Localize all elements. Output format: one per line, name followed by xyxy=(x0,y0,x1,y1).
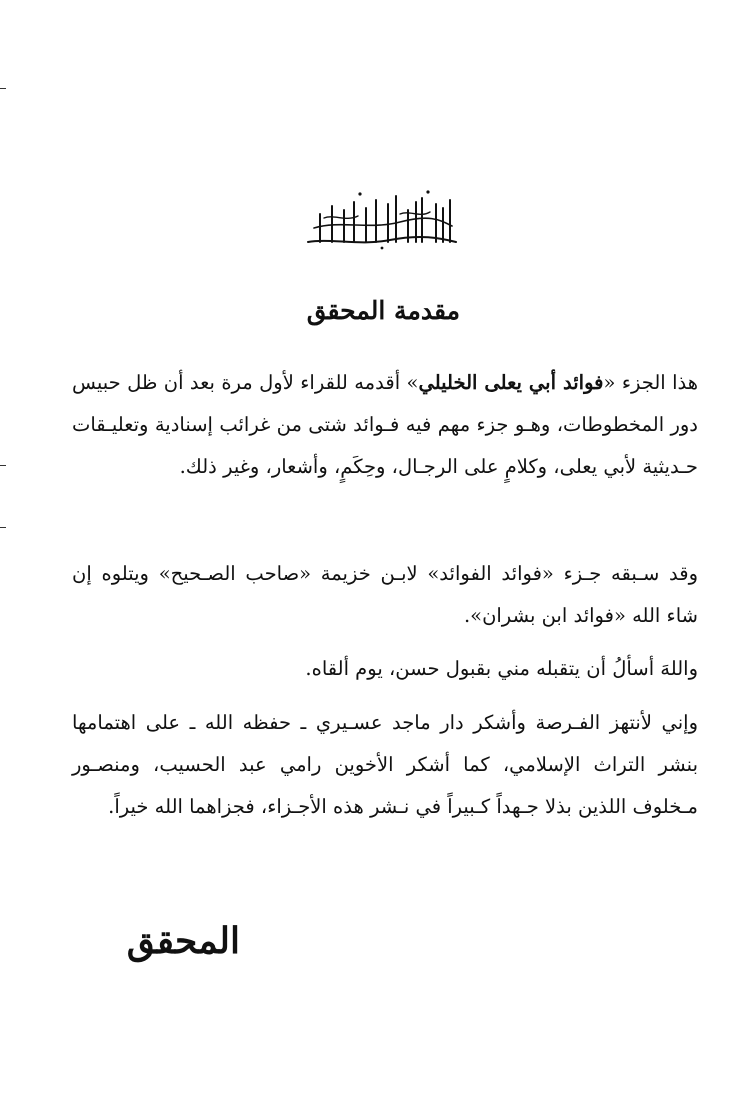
book-title: فوائد أبي يعلى الخليلي xyxy=(418,371,604,394)
paragraph-acknowledgements: وإني لأنتهز الفـرصة وأشكر دار ماجد عسـيري ـ حفظه الله ـ على اهتمامها بنشر التراث الإسلامي، كما أشكر الأخوين رامي عبد الحسيب، ومنصـور مـخلوف اللذين بذلا جـهداً كـبيراً في نـشر هذه الأجـزاء، فجزاهما الله خيراً. xyxy=(72,711,698,818)
paragraph-series: وقد سـبقه جـزء «فوائد الفوائد» لابـن خزيمة «صاحب الصـحيح» ويتلوه إن شاء الله «فوائد ابن بشران». xyxy=(72,562,698,627)
signature: المحقق xyxy=(126,920,240,962)
margin-tick xyxy=(0,88,6,89)
paragraph-text: » أقدمه للقراء لأول مرة بعد أن ظل حبيس دور المخطوطات، وهـو جزء مهم فيه فـوائد شتى من غرائب إسنادية وتعليـقات حـديثية لأبي يعلى، وكلامٍ على الرجـال، وحِكَمٍ، وأشعار، وغير ذلك. xyxy=(72,371,698,478)
paragraph-text: هذا الجزء « xyxy=(603,371,699,394)
paragraph-introduction xyxy=(72,362,698,488)
margin-tick xyxy=(0,527,6,528)
page-title: مقدمة المحقق xyxy=(306,296,460,325)
margin-tick xyxy=(0,465,6,466)
basmala-calligraphy xyxy=(300,180,460,250)
paragraph-prayer: واللهَ أسألُ أن يتقبله مني بقبول حسن، يوم ألقاه. xyxy=(305,657,698,680)
